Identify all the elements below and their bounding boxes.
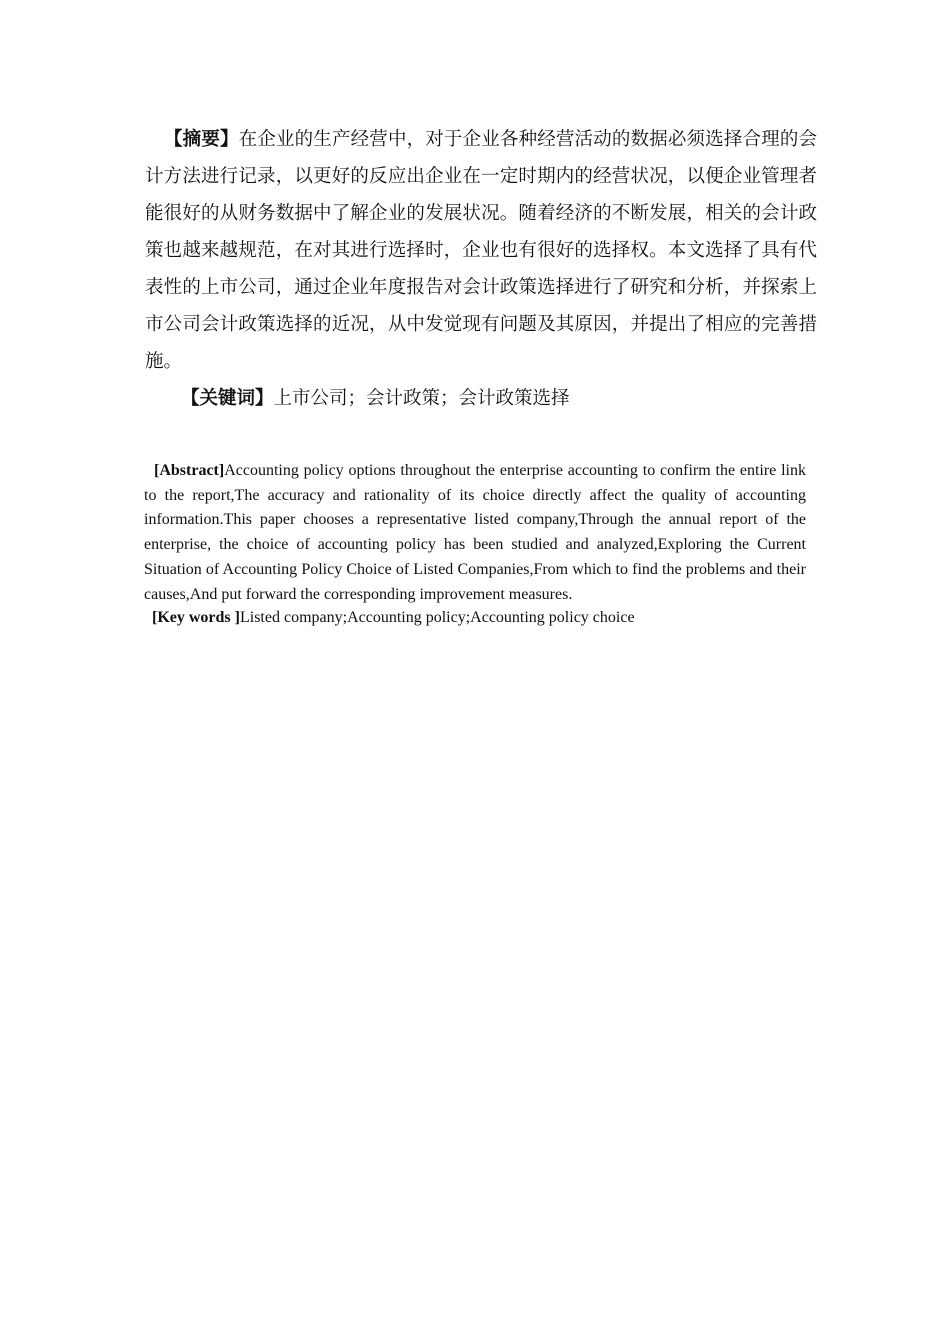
chinese-keywords — [145, 380, 817, 417]
chinese-abstract — [145, 121, 817, 380]
chinese-keywords-text: 上市公司；会计政策；会计政策选择 — [273, 388, 570, 409]
english-abstract-label: [Abstract] — [154, 462, 225, 479]
english-keywords — [144, 606, 806, 631]
chinese-keywords-label: 【关键词】 — [181, 388, 274, 409]
chinese-abstract-text: 在企业的生产经营中，对于企业各种经营活动的数据必须选择合理的会计方法进行记录，以更好的反应出企业在一定时期内的经营状况，以便企业管理者能很好的从财务数据中了解企业的发展状况。随着经济的不断发展，相关的会计政策也越来越规范，在对其进行选择时，企业也有很好的选择权。本文选择了具有代表性的上市公司，通过企业年度报告对会计政策选择进行了研究和分析，并探索上市公司会计政策选择的近况，从中发觉现有问题及其原因，并提出了相应的完善措施。 — [145, 129, 817, 372]
english-abstract — [144, 459, 806, 607]
chinese-abstract-label: 【摘要】 — [164, 129, 239, 150]
english-abstract-text: Accounting policy options throughout the enterprise accounting to confirm the entire link to the report,The accuracy and rationality of its choice directly affect the quality of accounting information.This paper chooses a representative listed company,Through the annual report of the enterprise, the choice of accounting policy has been studied and analyzed,Exploring the Current Situation of Accounting Policy Choice of Listed Companies,From which to find the problems and their causes,And put forward the corresponding improvement measures. — [144, 462, 806, 603]
english-keywords-text: Listed company;Accounting policy;Accounting policy choice — [239, 609, 635, 626]
english-keywords-label: [Key words ] — [152, 609, 240, 626]
